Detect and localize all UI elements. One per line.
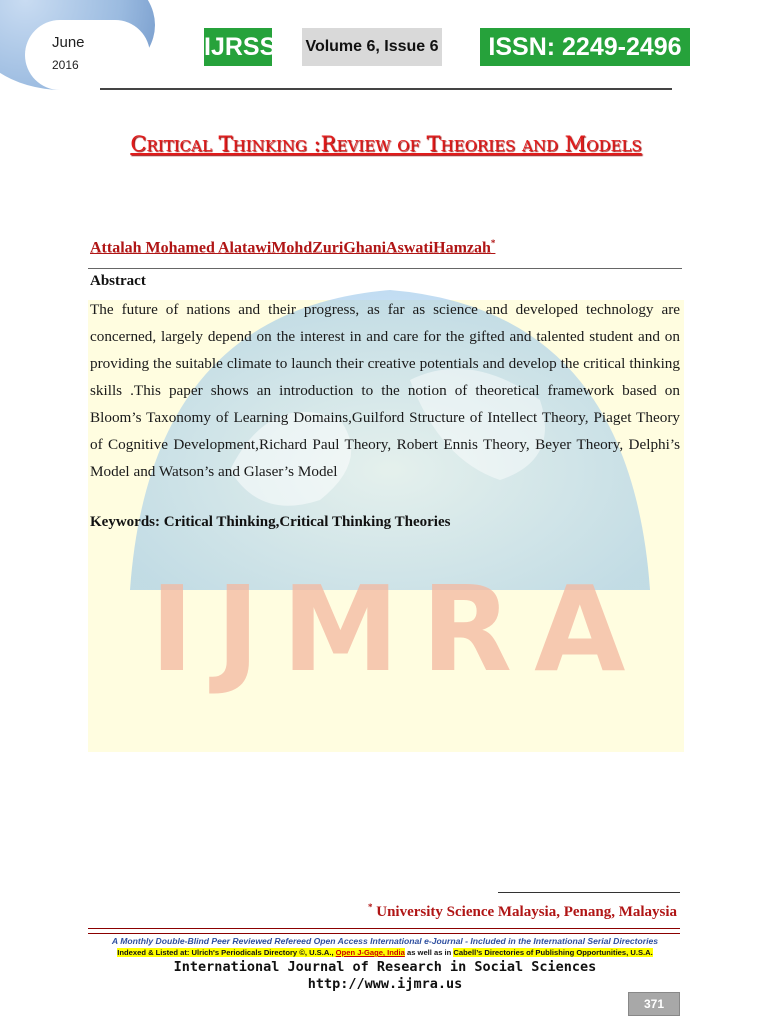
journal-url-link[interactable]: http://www.ijmra.us <box>307 976 463 992</box>
date-circle-inner <box>25 20 150 90</box>
indexing-suffix: Cabell’s Directories of Publishing Opportunities, U.S.A. <box>453 948 653 957</box>
journal-abbr-badge: IJRSS <box>204 28 272 66</box>
author-line <box>90 238 495 257</box>
keywords: Keywords: Critical Thinking,Critical Thinking Theories <box>90 514 451 530</box>
footer-description: A Monthly Double-Blind Peer Reviewed Refereed Open Access International e-Journal - Included in the International Serial Directories <box>111 936 659 946</box>
author-names: Attalah Mohamed AlatawiMohdZuriGhaniAswatiHamzah <box>90 239 491 257</box>
issue-year: 2016 <box>52 58 79 72</box>
issn-badge: ISSN: 2249-2496 <box>480 28 690 66</box>
abstract-divider <box>88 268 682 269</box>
footer-rule <box>88 928 680 934</box>
abstract-text: The future of nations and their progress, as far as science and developed technology are concerned, largely depend on the interest in and care for the gifted and talented student and on providing the suitable climate to launch their creative potentials and develop the critical thinking skills .This paper shows an introduction to the notion of theoretical framework based on Bloom’s Taxonomy of Learning Domains,Guilford Structure of Intellect Theory, Piaget Theory of Cognitive Development,Richard Paul Theory, Robert Ennis Theory, Beyer Theory, Delphi’s Model and Watson’s and Glaser’s Model <box>90 301 680 480</box>
page-number-badge: 371 <box>628 992 680 1016</box>
author-footnote-mark: * <box>490 238 496 248</box>
watermark-text: IJMRA <box>150 560 648 698</box>
footnote-rule <box>498 892 680 893</box>
abstract-heading: Abstract <box>90 273 146 289</box>
indexing-mid: as well as in <box>404 948 454 957</box>
volume-issue-label: Volume 6, Issue 6 <box>302 28 442 66</box>
open-jgage-link[interactable]: Open J-Gage, India <box>335 948 405 957</box>
article-title: Critical Thinking :Review of Theories and Models <box>130 132 642 156</box>
journal-name: International Journal of Research in Social Sciences <box>173 959 597 975</box>
indexing-prefix: Indexed & Listed at: Ulrich's Periodicals Directory ©, U.S.A., <box>117 948 336 957</box>
affiliation-text: University Science Malaysia, Penang, Malaysia <box>376 904 678 920</box>
header-divider <box>100 88 672 90</box>
affiliation-mark: * <box>368 902 373 912</box>
footer-indexing <box>0 948 770 957</box>
author-affiliation <box>368 902 677 921</box>
issue-month: June <box>52 34 85 51</box>
